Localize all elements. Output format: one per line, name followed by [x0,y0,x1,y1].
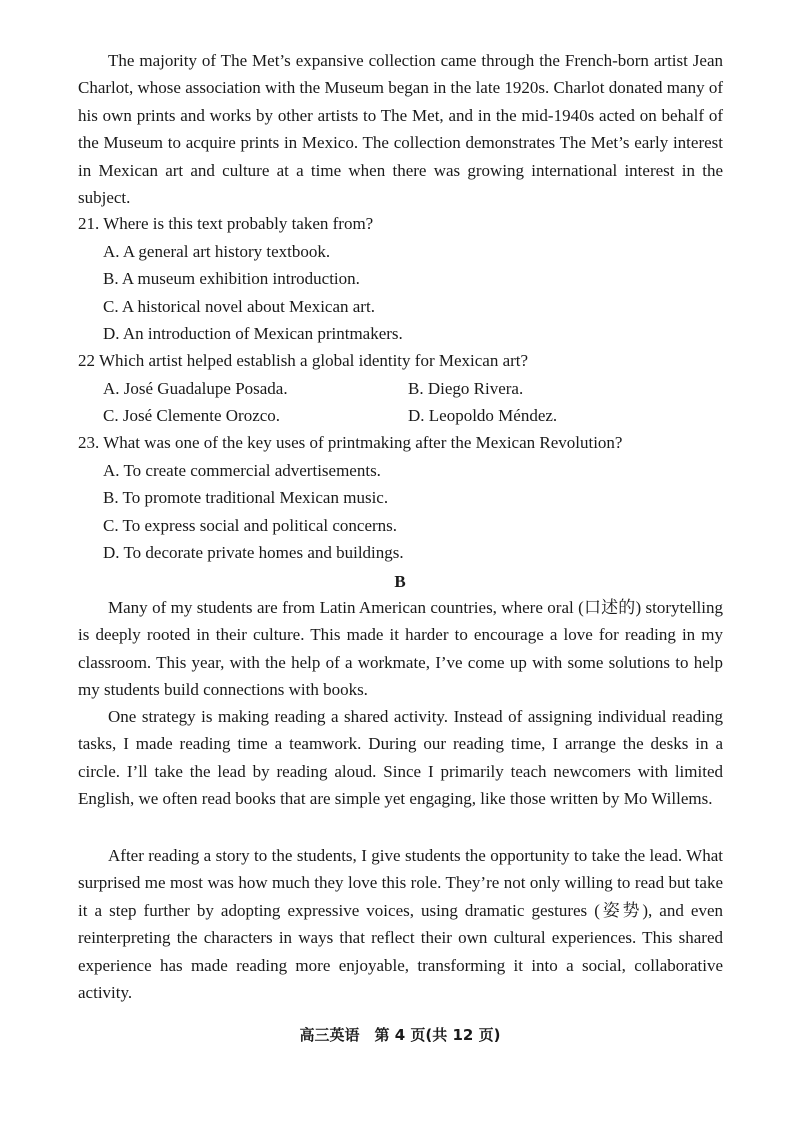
question-22-option-a[interactable]: A. José Guadalupe Posada. [103,379,288,398]
question-21-option-b[interactable]: B. A museum exhibition introduction. [103,269,360,288]
question-22-stem: 22 Which artist helped establish a global identity for Mexican art? [78,351,529,370]
question-22-option-c[interactable]: C. José Clemente Orozco. [103,406,281,425]
section-b-paragraph-1: Many of my students are from Latin American countries, where oral (口述的) storytelling is deeply rooted in their culture. This made it harder to encourage a love for reading in my classroom. This year, with the help of a workmate, I’ve come up with some solutions to help my students build connections with books. [78,598,723,700]
question-23-option-a[interactable]: A. To create commercial advertisements. [103,461,381,480]
section-b-paragraph-3: After reading a story to the students, I give students the opportunity to take the lead. What surprised me most was how much they love this role. They’re not only willing to read but take it a step further by adopting expressive voices, using dramatic gestures (姿势), and even reinterpreting the characters in ways that reflect their own cultural experiences. This shared experience has made reading more enjoyable, transforming it into a social, collaborative activity. [78,846,723,1003]
question-23-option-c[interactable]: C. To express social and political concerns. [103,516,398,535]
question-21-option-c[interactable]: C. A historical novel about Mexican art. [103,297,375,316]
question-22-option-d[interactable]: D. Leopoldo Méndez. [408,406,558,425]
question-23-option-d[interactable]: D. To decorate private homes and buildings. [103,543,404,562]
question-21-option-a[interactable]: A. A general art history textbook. [103,242,331,261]
question-21-option-d[interactable]: D. An introduction of Mexican printmakers. [103,324,403,343]
question-23-stem: 23. What was one of the key uses of printmaking after the Mexican Revolution? [78,433,623,452]
section-b-paragraph-2: One strategy is making reading a shared activity. Instead of assigning individual reading tasks, I made reading time a teamwork. During our reading time, I arrange the desks in a circle. I’ll take the lead by reading aloud. Since I primarily teach newcomers with limited English, we often read books that are simple yet engaging, like those written by Mo Willems. [78,707,723,809]
section-b-heading: B [394,572,406,591]
passage-a-paragraph: The majority of The Met’s expansive collection came through the French-born artist Jean Charlot, whose association with the Museum began in the late 1920s. Charlot donated many of his own prints and works by other artists to The Met, and in the mid-1940s acted on behalf of the Museum to acquire prints in Mexico. The collection demonstrates The Met’s early interest in Mexican art and culture at a time when there was growing international interest in the subject. [78,51,723,208]
question-22-option-b[interactable]: B. Diego Rivera. [408,379,524,398]
question-23-option-b[interactable]: B. To promote traditional Mexican music. [103,488,389,507]
page-footer: 高三英语 第 4 页(共 12 页) [299,1026,501,1044]
question-21-stem: 21. Where is this text probably taken from? [78,214,374,233]
